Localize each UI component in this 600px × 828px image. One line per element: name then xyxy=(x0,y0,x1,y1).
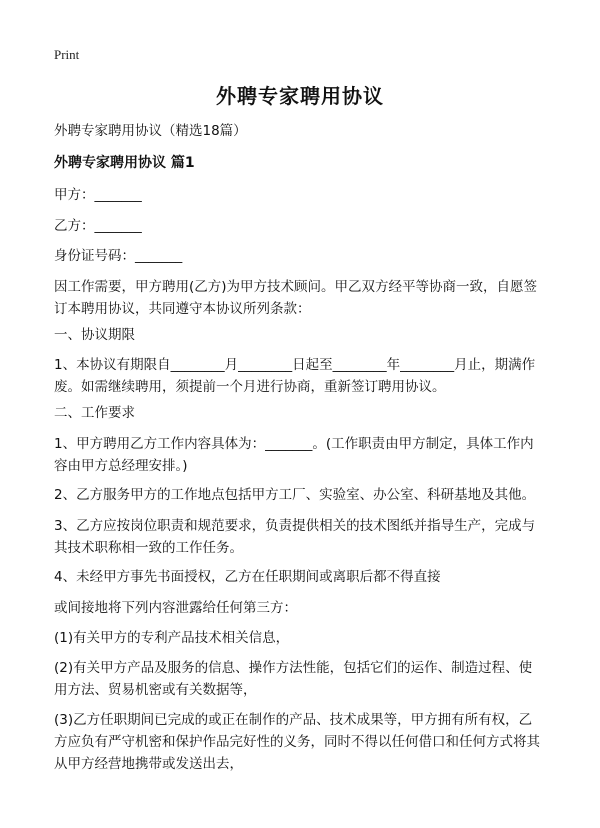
list-item-2-line1: (2)有关甲方产品及服务的信息、操作方法性能，包括它们的运作、制造过程、使 xyxy=(54,660,533,676)
list-item-2-line2: 用方法、贸易机密或有关数据等， xyxy=(54,682,257,698)
clause-2-3-line2: 其技术职称相一致的工作任务。 xyxy=(54,540,243,556)
print-label: Print xyxy=(54,47,80,62)
clause-2-3-line1: 3、乙方应按岗位职责和规范要求，负责提供相关的技术图纸并指导生产，完成与 xyxy=(54,518,536,534)
list-item-3-line1: (3)乙方任职期间已完成的或正在制作的产品、技术成果等，甲方拥有所有权，乙 xyxy=(54,712,533,728)
clause-2-1-line1: 1、甲方聘用乙方工作内容具体为：_______。(工作职责由甲方制定，具体工作内 xyxy=(54,436,534,452)
heading-requirements: 二、工作要求 xyxy=(54,405,135,421)
intro-paragraph-line1: 因工作需要，甲方聘用(乙方)为甲方技术顾问。甲乙双方经平等协商一致，自愿签 xyxy=(54,279,538,295)
id-number-line: 身份证号码：_______ xyxy=(54,248,183,264)
section-heading: 外聘专家聘用协议 篇1 xyxy=(54,155,195,171)
party-b-line: 乙方：_______ xyxy=(54,218,142,234)
intro-paragraph-line2: 订本聘用协议，共同遵守本协议所列条款： xyxy=(54,301,311,317)
clause-2-4-continued: 或间接地将下列内容泄露给任何第三方： xyxy=(54,600,297,616)
clause-1-line1: 1、本协议有期限自________月________日起至________年________月止，期满作 xyxy=(54,357,536,373)
list-item-3-line2: 方应负有严守机密和保护作品完好性的义务，同时不得以任何借口和任何方式将其 xyxy=(54,734,540,750)
list-item-3-line3: 从甲方经营地携带或发送出去， xyxy=(54,756,243,772)
clause-2-4: 4、未经甲方事先书面授权，乙方在任职期间或离职后都不得直接 xyxy=(54,569,441,585)
party-a-line: 甲方：_______ xyxy=(54,187,142,203)
document-subtitle: 外聘专家聘用协议（精选18篇） xyxy=(54,123,247,139)
document-title: 外聘专家聘用协议 xyxy=(216,84,384,108)
clause-2-1-line2: 容由甲方总经理安排。) xyxy=(54,458,188,474)
clause-1-line2: 废。如需继续聘用，须提前一个月进行协商，重新签订聘用协议。 xyxy=(54,379,446,395)
list-item-1: (1)有关甲方的专利产品技术相关信息， xyxy=(54,630,290,646)
heading-term: 一、协议期限 xyxy=(54,327,135,343)
clause-2-2: 2、乙方服务甲方的工作地点包括甲方工厂、实验室、办公室、科研基地及其他。 xyxy=(54,487,536,503)
